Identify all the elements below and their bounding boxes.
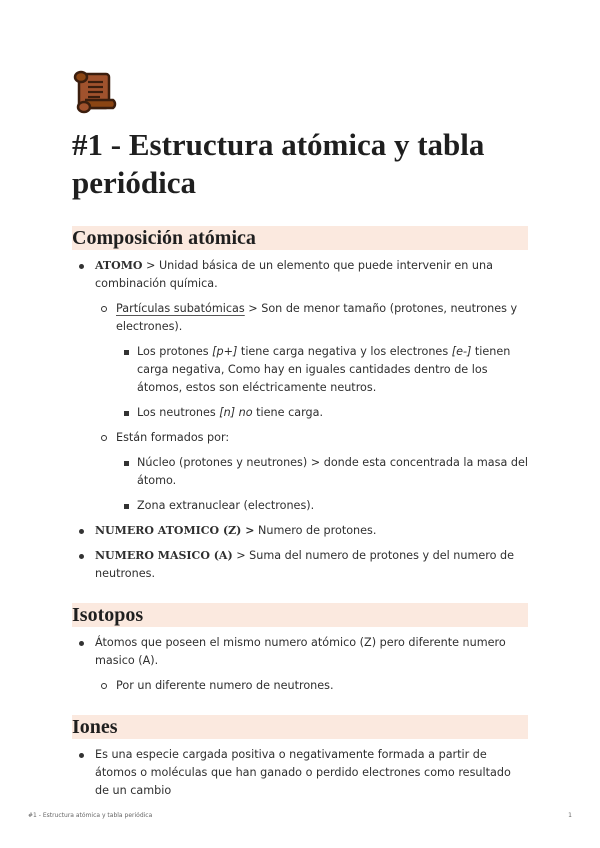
neutrones-text-c: tiene carga.	[252, 406, 323, 419]
numero-masico-text: > Suma del numero de protones y del numero de neutrones.	[95, 549, 514, 580]
list-item-nucleo: Núcleo (protones y neutrones) > donde esta concentrada la masa del átomo.	[116, 454, 528, 490]
page-number: 1	[568, 812, 572, 819]
list-item-zona: Zona extranuclear (electrones).	[116, 497, 528, 515]
neutrones-symbol: [n]	[219, 406, 236, 419]
term-numero-masico: NUMERO MASICO (A)	[95, 549, 233, 562]
list-item-particulas	[95, 300, 528, 422]
list-item-atomo	[72, 257, 528, 515]
page-footer	[28, 812, 572, 824]
particulas-sublist	[116, 343, 528, 422]
neutrones-text-a: Los neutrones	[137, 406, 220, 419]
neutrones-no: no	[235, 406, 253, 419]
term-atomo: ATOMO	[95, 259, 143, 272]
formados-text: Están formados por:	[116, 431, 230, 444]
particulas-text: > Son de menor tamaño (protones, neutrones y electrones).	[116, 302, 518, 333]
term-numero-atomico: NUMERO ATOMICO (Z) >	[95, 524, 255, 537]
list-item-isotopos	[72, 634, 528, 695]
atomo-sublist	[95, 300, 528, 515]
numero-atomico-text: Numero de protones.	[254, 524, 377, 537]
protones-symbol: [p+]	[212, 345, 238, 358]
isotopos-list	[72, 634, 528, 695]
protones-text-a: Los protones	[137, 345, 213, 358]
formados-sublist	[116, 454, 528, 515]
term-particulas: Partículas subatómicas	[116, 302, 245, 315]
list-item-isotopos-sub: Por un diferente numero de neutrones.	[95, 677, 528, 695]
list-item-iones: Es una especie cargada positiva o negativamente formada a partir de átomos o moléculas que han ganado o perdido electrones como resultado de un cambio	[72, 746, 528, 800]
list-item-formados	[95, 429, 528, 515]
section-heading-isotopos: Isotopos	[72, 603, 528, 627]
list-item-numero-masico	[72, 547, 528, 583]
list-item-neutrones	[116, 404, 528, 422]
page-title: #1 - Estructura atómica y tabla periódica	[72, 127, 485, 200]
list-item-numero-atomico	[72, 522, 528, 540]
list-item-protones	[116, 343, 528, 397]
composicion-list	[72, 257, 528, 583]
footer-title: #1 - Estructura atómica y tabla periódica	[28, 812, 153, 819]
electrones-symbol: [e-]	[451, 345, 472, 358]
isotopos-text: Átomos que poseen el mismo numero atómico (Z) pero diferente numero masico (A).	[95, 636, 506, 667]
page-content	[72, 68, 528, 800]
isotopos-sublist	[95, 677, 528, 695]
protones-text-c: tienen carga negativa, Como hay en iguales cantidades dentro de los átomos, estos son eléctricamente neutros.	[137, 345, 511, 394]
atomo-text: > Unidad básica de un elemento que puede intervenir en una combinación química.	[95, 259, 493, 290]
section-heading-iones: Iones	[72, 715, 528, 739]
protones-text-b: tiene carga negativa y los electrones	[237, 345, 452, 358]
section-heading-composicion: Composición atómica	[72, 226, 528, 250]
iones-list	[72, 746, 528, 800]
scroll-icon	[72, 68, 120, 116]
